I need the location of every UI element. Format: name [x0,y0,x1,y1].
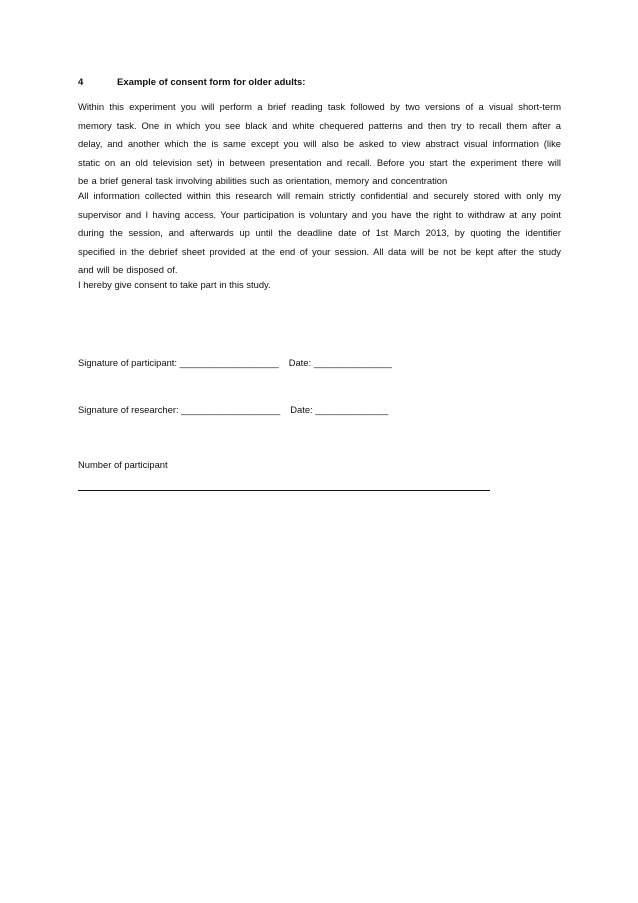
participant-signature-row [78,357,392,368]
confidentiality-paragraph [78,187,561,280]
experiment-description-paragraph [78,98,561,191]
paragraph-line: and will be disposed of. [78,264,178,275]
paragraph-line: specified in the debrief sheet provided at the end of your session. All data will be not be kept after the study [78,245,561,257]
participant-signature-field[interactable]: Signature of participant: ___________________ [78,357,279,368]
participant-number-label: Number of participant [78,459,168,470]
consent-statement: I hereby give consent to take part in this study. [78,279,271,290]
paragraph-line: supervisor and I having access. Your participation is voluntary and you have the right to withdraw at any point [78,208,561,220]
researcher-signature-row [78,404,388,415]
researcher-signature-field[interactable]: Signature of researcher: ___________________ [78,404,281,415]
paragraph-line: All information collected within this research will remain strictly confidential and securely stored with only my [78,190,561,201]
paragraph-line: delay, and another which the is same except you will also be asked to view abstract visual information (like [78,138,561,149]
paragraph-line: Within this experiment you will perform a brief reading task followed by two versions of a visual short-term [78,101,561,112]
paragraph-line: be a brief general task involving abilities such as orientation, memory and concentration [78,175,448,186]
participant-date-field[interactable]: Date: _______________ [288,357,392,368]
paragraph-line: during the session, and afterwards up until the deadline date of 1st March 2013, by quoting the identifier [78,227,561,238]
section-number: 4 [78,77,84,88]
participant-number-line[interactable] [78,490,490,491]
paragraph-line: static on an old television set) in between presentation and recall. Before you start the experiment there will [78,156,561,168]
researcher-date-field[interactable]: Date: ______________ [290,404,389,415]
section-heading [78,77,305,88]
section-title: Example of consent form for older adults: [117,77,306,88]
paragraph-line: memory task. One in which you see black and white chequered patterns and then try to recall them after a [78,119,561,131]
